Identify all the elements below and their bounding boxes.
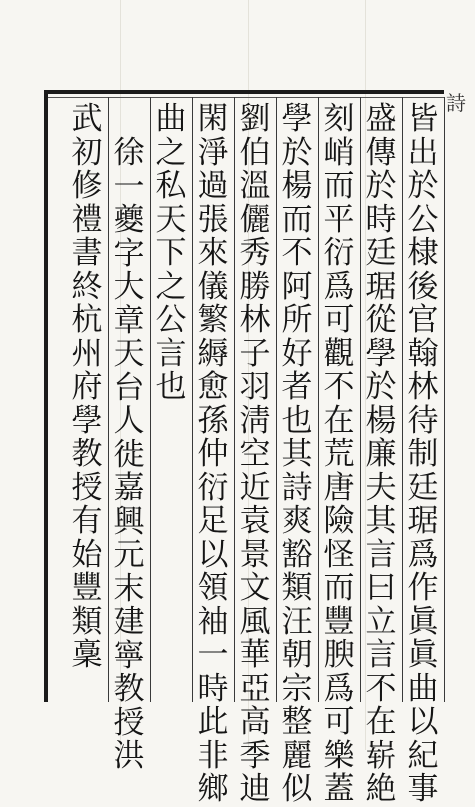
character: 也 (155, 369, 187, 405)
character: 一 (197, 637, 229, 673)
character: 林 (239, 302, 271, 338)
character: 不 (281, 235, 313, 271)
character: 此 (197, 704, 229, 740)
character: 空 (239, 436, 271, 472)
character: 作 (407, 570, 439, 606)
top-border-inner (44, 97, 444, 98)
character: 元 (113, 537, 145, 573)
character: 人 (113, 403, 145, 439)
character: 學 (281, 101, 313, 137)
character: 來 (197, 235, 229, 271)
character: 唐 (323, 469, 355, 506)
character: 衍 (323, 235, 355, 271)
header-column (446, 92, 475, 132)
character: 立 (365, 603, 397, 640)
text-column-3 (319, 103, 359, 807)
character: 字 (113, 235, 145, 272)
character: 平 (323, 201, 355, 238)
character: 制 (407, 436, 439, 472)
character: 授 (113, 704, 145, 741)
character: 嘉 (113, 470, 145, 506)
character: 皆 (407, 101, 439, 137)
top-border (44, 90, 444, 94)
character: 教 (71, 436, 103, 472)
character: 爲 (407, 536, 439, 573)
character: 豁 (281, 536, 313, 573)
character: 崭 (365, 737, 397, 774)
character: 樂 (323, 737, 355, 774)
character: 時 (365, 201, 397, 238)
character: 豐 (71, 570, 103, 606)
character: 非 (197, 737, 229, 774)
character: 腴 (323, 637, 355, 673)
character: 建 (113, 604, 145, 640)
character: 麗 (281, 737, 313, 774)
character: 言 (365, 536, 397, 573)
character: 整 (281, 704, 313, 740)
character: 秀 (239, 235, 271, 271)
character: 孫 (197, 402, 229, 439)
character: 豐 (323, 603, 355, 640)
character: 溫 (239, 168, 271, 204)
character: 林 (407, 369, 439, 405)
text-column-6 (193, 103, 233, 807)
character: 盛 (365, 101, 397, 137)
header-text: 詩 (446, 91, 466, 115)
character: 天 (155, 201, 187, 238)
character: 紀 (407, 737, 439, 774)
character: 近 (239, 469, 271, 506)
column-rule (444, 97, 445, 702)
character: 在 (323, 402, 355, 439)
character: 言 (155, 335, 187, 372)
character: 廷 (365, 235, 397, 271)
character: 時 (197, 670, 229, 707)
character: 愈 (197, 369, 229, 405)
character: 足 (197, 503, 229, 539)
character: 章 (113, 302, 145, 339)
character: 教 (113, 671, 145, 707)
character: 稾 (71, 637, 103, 673)
character: 而 (281, 201, 313, 238)
character: 淨 (197, 134, 229, 171)
character: 閑 (197, 101, 229, 137)
character: 領 (197, 570, 229, 606)
character: 琚 (365, 268, 397, 305)
character: 可 (323, 704, 355, 740)
character: 後 (407, 268, 439, 305)
text-column-2 (361, 103, 401, 807)
character: 類 (71, 603, 103, 640)
character: 伯 (239, 134, 271, 171)
character: 於 (407, 168, 439, 204)
character: 繁 (197, 302, 229, 338)
character: 學 (71, 402, 103, 439)
character: 汪 (281, 603, 313, 640)
text-column-7 (151, 103, 191, 405)
character: 縟 (197, 335, 229, 372)
character: 洪 (113, 738, 145, 774)
character: 而 (323, 570, 355, 606)
character: 府 (71, 369, 103, 405)
character: 類 (281, 570, 313, 606)
character: 曲 (155, 101, 187, 137)
character: 所 (281, 302, 313, 338)
character: 修 (71, 168, 103, 204)
character: 於 (365, 168, 397, 204)
character: 絶 (365, 771, 397, 807)
character: 禮 (71, 201, 103, 238)
character: 詩 (281, 469, 313, 506)
character: 武 (71, 101, 103, 137)
character: 其 (365, 503, 397, 539)
character: 好 (281, 335, 313, 372)
character: 徙 (113, 436, 145, 473)
character: 眞 (407, 603, 439, 640)
character: 終 (71, 268, 103, 305)
character: 夔 (113, 202, 145, 238)
character: 學 (365, 335, 397, 372)
character: 亞 (239, 670, 271, 707)
character: 於 (365, 369, 397, 405)
character: 荒 (323, 436, 355, 472)
character: 大 (113, 269, 145, 305)
character: 官 (407, 302, 439, 338)
left-border (44, 90, 48, 702)
character: 末 (113, 570, 145, 607)
character: 琚 (407, 503, 439, 539)
character: 曰 (365, 570, 397, 606)
character: 傳 (365, 134, 397, 171)
character: 興 (113, 503, 145, 540)
character: 書 (71, 235, 103, 271)
character: 以 (407, 704, 439, 740)
character: 袖 (197, 603, 229, 640)
character: 袁 (239, 503, 271, 539)
text-column-4 (277, 103, 317, 807)
character: 勝 (239, 268, 271, 305)
character: 翰 (407, 335, 439, 372)
character: 景 (239, 536, 271, 573)
character: 言 (365, 637, 397, 673)
character: 也 (281, 402, 313, 439)
character: 阿 (281, 268, 313, 305)
character: 廉 (365, 436, 397, 472)
character: 徐 (113, 135, 145, 171)
character: 待 (407, 402, 439, 439)
character: 宗 (281, 670, 313, 707)
character: 險 (323, 503, 355, 539)
character: 而 (323, 168, 355, 204)
character: 衍 (197, 469, 229, 506)
character: 似 (281, 771, 313, 807)
character: 之 (155, 268, 187, 305)
character: 刻 (323, 101, 355, 137)
character: 夫 (365, 469, 397, 506)
text-column-9 (67, 103, 107, 673)
character: 儷 (239, 201, 271, 238)
character: 過 (197, 168, 229, 204)
character: 州 (71, 335, 103, 372)
character: 蓋 (323, 771, 355, 807)
character: 朝 (281, 637, 313, 673)
text-column-8 (109, 137, 149, 774)
character: 其 (281, 436, 313, 472)
character: 寧 (113, 637, 145, 674)
character: 子 (239, 335, 271, 372)
character: 出 (407, 134, 439, 171)
character: 不 (323, 369, 355, 405)
character: 從 (365, 302, 397, 338)
character: 楊 (365, 402, 397, 439)
character: 爲 (323, 268, 355, 305)
character: 曲 (407, 670, 439, 707)
character: 高 (239, 704, 271, 740)
character: 於 (281, 134, 313, 171)
character: 公 (407, 201, 439, 238)
character: 可 (323, 302, 355, 338)
character: 迪 (239, 771, 271, 807)
character: 峭 (323, 134, 355, 171)
character: 風 (239, 603, 271, 640)
character: 始 (71, 536, 103, 573)
character: 文 (239, 570, 271, 606)
character: 初 (71, 134, 103, 171)
character: 事 (407, 771, 439, 807)
character: 在 (365, 704, 397, 740)
character: 爽 (281, 503, 313, 539)
character: 季 (239, 737, 271, 774)
character: 華 (239, 637, 271, 673)
character: 以 (197, 536, 229, 573)
character: 廷 (407, 469, 439, 506)
character: 台 (113, 369, 145, 406)
character: 棣 (407, 235, 439, 271)
character: 下 (155, 235, 187, 271)
character: 眞 (407, 637, 439, 673)
text-column-5 (235, 103, 275, 807)
character: 儀 (197, 268, 229, 305)
character: 羽 (239, 369, 271, 405)
character: 授 (71, 469, 103, 506)
character: 之 (155, 134, 187, 171)
character: 私 (155, 168, 187, 204)
text-column-1 (403, 103, 443, 807)
character: 仲 (197, 436, 229, 472)
character: 爲 (323, 670, 355, 707)
character: 天 (113, 336, 145, 372)
character: 一 (113, 168, 145, 205)
character: 怪 (323, 536, 355, 573)
character: 者 (281, 369, 313, 405)
character: 楊 (281, 168, 313, 204)
character: 不 (365, 670, 397, 707)
character: 公 (155, 302, 187, 338)
character: 有 (71, 503, 103, 539)
character: 張 (197, 201, 229, 238)
character: 觀 (323, 335, 355, 372)
character: 劉 (239, 101, 271, 137)
character: 杭 (71, 302, 103, 338)
character: 鄉 (197, 771, 229, 807)
character: 淸 (239, 402, 271, 439)
